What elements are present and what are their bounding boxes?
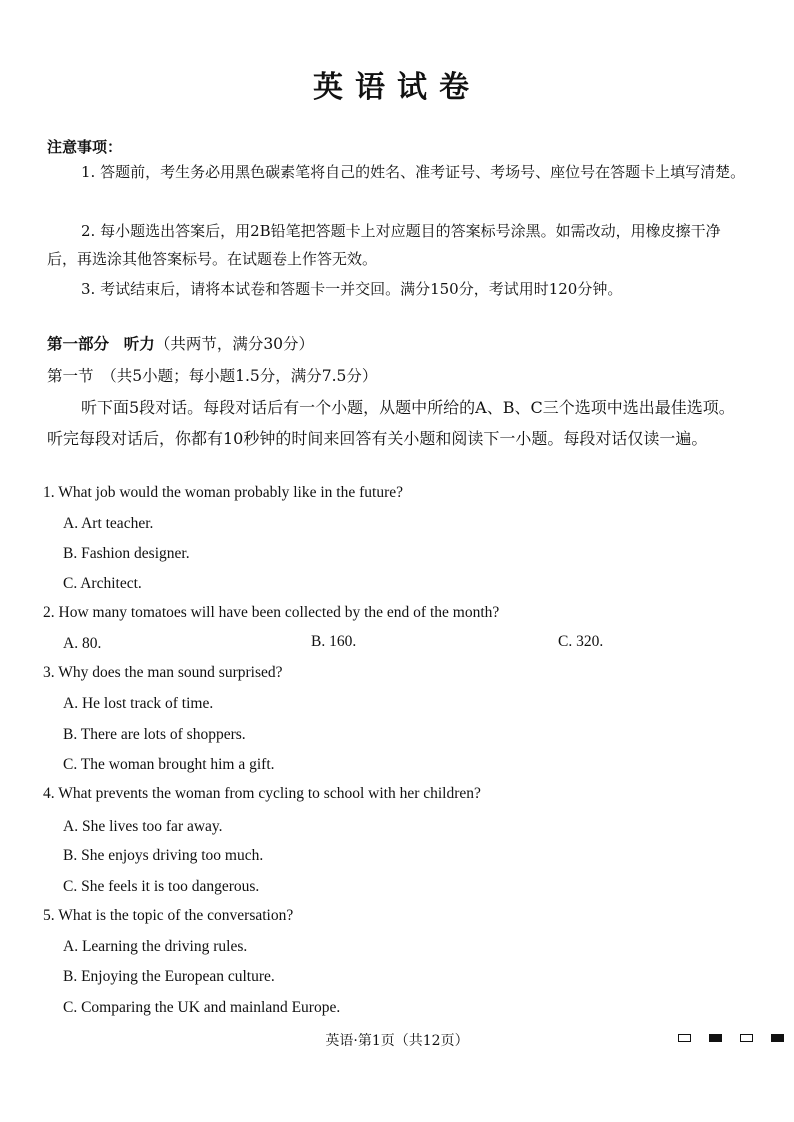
question-3-stem: 3. Why does the man sound surprised? xyxy=(43,664,283,681)
question-4-option-c: C. She feels it is too dangerous. xyxy=(63,878,260,895)
alignment-mark-outline xyxy=(740,1034,753,1042)
exam-title: 英语试卷 xyxy=(313,70,481,105)
notice-item-2: 2. 每小题选出答案后，用2B铅笔把答题卡上对应题目的答案标号涂黑。如需改动，用橡皮擦干净后，再选涂其他答案标号。在试题卷上作答无效。 xyxy=(47,222,721,268)
question-2-option-b: B. 160. xyxy=(311,633,357,650)
alignment-mark-filled xyxy=(709,1034,722,1042)
question-5-option-b: B. Enjoying the European culture. xyxy=(63,968,275,985)
question-1-stem: 1. What job would the woman probably like in the future? xyxy=(43,484,404,501)
question-5-stem: 5. What is the topic of the conversation? xyxy=(43,907,294,924)
question-3-option-c: C. The woman brought him a gift. xyxy=(63,756,275,773)
notice-item-3: 3. 考试结束后，请将本试卷和答题卡一并交回。满分150分，考试用时120分钟。 xyxy=(81,280,623,298)
question-5-option-c: C. Comparing the UK and mainland Europe. xyxy=(63,999,341,1016)
question-4-option-a: A. She lives too far away. xyxy=(63,818,223,835)
question-4-option-b: B. She enjoys driving too much. xyxy=(63,847,264,864)
notice-item-1: 1. 答题前，考生务必用黑色碳素笔将自己的姓名、准考证号、考场号、座位号在答题卡上填写清楚。 xyxy=(81,163,746,181)
alignment-mark-outline xyxy=(678,1034,691,1042)
question-1-option-a: A. Art teacher. xyxy=(63,515,154,532)
part-one-heading xyxy=(47,332,314,354)
part-one-title: 听力 xyxy=(123,335,155,353)
question-1-option-b: B. Fashion designer. xyxy=(63,545,190,562)
part-one-name: 第一部分 xyxy=(47,335,110,353)
section-one-heading: 第一节 （共5小题；每小题1.5分，满分7.5分） xyxy=(47,367,378,385)
question-5-option-a: A. Learning the driving rules. xyxy=(63,938,248,955)
question-3-option-b: B. There are lots of shoppers. xyxy=(63,726,246,743)
part-one-info: （共两节，满分30分） xyxy=(154,335,315,353)
question-2-option-c: C. 320. xyxy=(558,633,604,650)
page-footer: 英语·第1页（共12页） xyxy=(325,1033,469,1049)
question-3-option-a: A. He lost track of time. xyxy=(63,695,214,712)
question-2-stem: 2. How many tomatoes will have been collected by the end of the month? xyxy=(43,604,500,621)
notice-heading: 注意事项： xyxy=(47,138,123,156)
question-1-option-c: C. Architect. xyxy=(63,575,142,592)
question-2-option-a: A. 80. xyxy=(63,635,102,652)
section-one-instructions: 听下面5段对话。每段对话后有一个小题，从题中所给的A、B、C三个选项中选出最佳选项。听完每段对话后，你都有10秒钟的时间来回答有关小题和阅读下一小题。每段对话仅读一遍。 xyxy=(47,398,735,448)
question-4-stem: 4. What prevents the woman from cycling to school with her children? xyxy=(43,785,481,802)
alignment-mark-filled xyxy=(771,1034,784,1042)
